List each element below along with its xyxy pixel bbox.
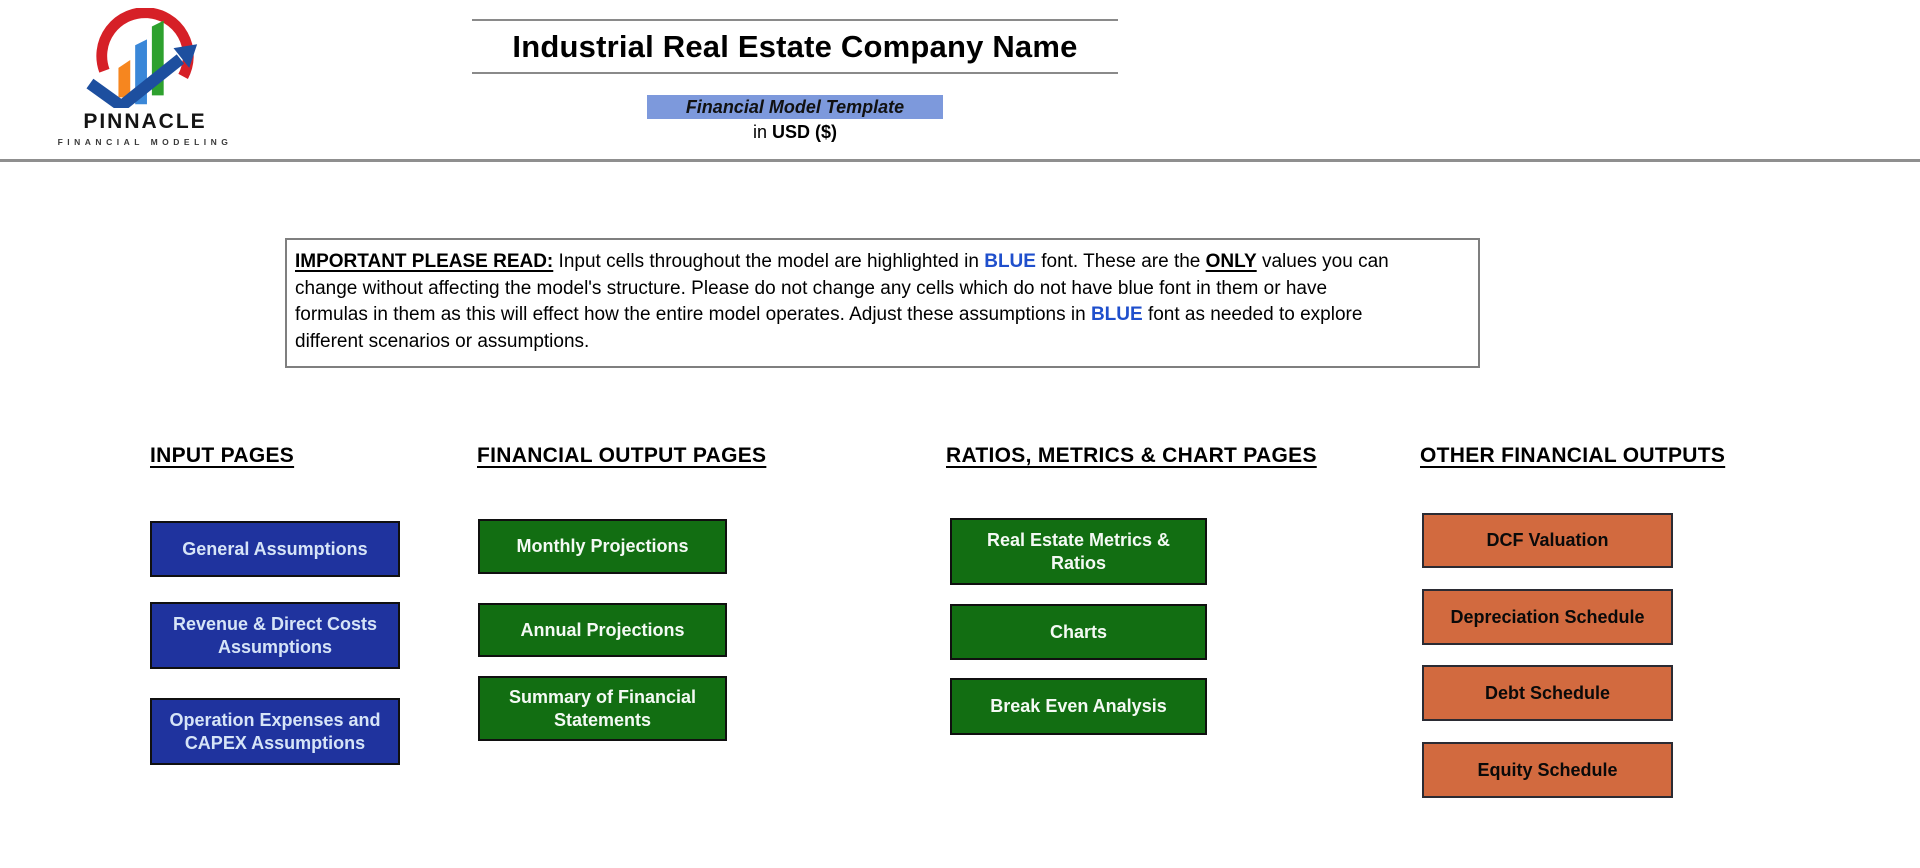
nav-button-dcf-valuation[interactable] bbox=[1422, 513, 1673, 568]
nav-button-label: Charts bbox=[1049, 621, 1107, 642]
nav-button-charts[interactable] bbox=[950, 604, 1207, 660]
nav-button-monthly-projections[interactable] bbox=[478, 519, 727, 574]
note-only-word: ONLY bbox=[1205, 251, 1257, 272]
nav-button-annual-projections[interactable] bbox=[478, 603, 727, 657]
logo-name: PINNACLE bbox=[83, 110, 207, 133]
nav-button-revenue-direct-costs-assumptions[interactable] bbox=[150, 602, 400, 669]
pinnacle-logo-icon bbox=[86, 8, 204, 108]
nav-button-opex-capex-assumptions[interactable] bbox=[150, 698, 400, 765]
section-heading-financial-output-pages: FINANCIAL OUTPUT PAGES bbox=[477, 444, 767, 467]
note-text-1: Input cells throughout the model are highlighted in bbox=[553, 251, 985, 272]
page-title: Industrial Real Estate Company Name bbox=[512, 28, 1078, 64]
note-text-3: values you can change without affecting the model's structure. Please do not change any cells which do not have blue font in them or have formulas in them as this will effect how the entire model operates. Adjust these assumptions in bbox=[295, 251, 1389, 325]
nav-button-label: Depreciation Schedule bbox=[1450, 606, 1645, 627]
nav-button-label: Break Even Analysis bbox=[990, 696, 1167, 717]
logo-tagline: FINANCIAL MODELING bbox=[57, 137, 233, 147]
nav-button-label: Operation Expenses and CAPEX Assumptions bbox=[169, 710, 381, 753]
note-blue-word-1: BLUE bbox=[984, 251, 1036, 272]
subtitle-highlight: Financial Model Template bbox=[647, 95, 943, 119]
nav-button-label: Summary of Financial Statements bbox=[508, 687, 697, 730]
important-note-box bbox=[285, 238, 1480, 368]
nav-button-label: Monthly Projections bbox=[516, 536, 689, 557]
header-divider bbox=[0, 159, 1920, 162]
note-blue-word-2: BLUE bbox=[1090, 304, 1143, 325]
nav-button-label: Debt Schedule bbox=[1484, 682, 1611, 703]
nav-button-break-even-analysis[interactable] bbox=[950, 678, 1207, 735]
section-heading-input-pages: INPUT PAGES bbox=[150, 444, 295, 467]
nav-button-debt-schedule[interactable] bbox=[1422, 665, 1673, 721]
nav-button-equity-schedule[interactable] bbox=[1422, 742, 1673, 798]
company-name-title-block bbox=[472, 19, 1118, 74]
nav-button-depreciation-schedule[interactable] bbox=[1422, 589, 1673, 645]
section-heading-ratios-metrics-chart-pages: RATIOS, METRICS & CHART PAGES bbox=[946, 444, 1317, 467]
currency-prefix: in bbox=[752, 122, 772, 142]
pinnacle-logo bbox=[54, 8, 236, 147]
logo-bar-orange bbox=[118, 60, 130, 97]
nav-button-label: DCF Valuation bbox=[1486, 530, 1609, 551]
note-important-label: IMPORTANT PLEASE READ: bbox=[295, 251, 554, 272]
nav-button-label: Equity Schedule bbox=[1477, 759, 1618, 780]
currency-value: USD ($) bbox=[772, 122, 838, 142]
nav-button-label: Annual Projections bbox=[520, 619, 685, 640]
nav-button-real-estate-metrics-ratios[interactable] bbox=[950, 518, 1207, 585]
nav-button-label: General Assumptions bbox=[182, 538, 368, 559]
note-text-2: font. These are the bbox=[1035, 251, 1206, 272]
nav-button-summary-financial-statements[interactable] bbox=[478, 676, 727, 741]
nav-button-label: Revenue & Direct Costs Assumptions bbox=[172, 614, 378, 657]
currency-line bbox=[647, 122, 943, 143]
nav-button-label: Real Estate Metrics & Ratios bbox=[986, 530, 1171, 573]
nav-button-general-assumptions[interactable] bbox=[150, 521, 400, 577]
note-text-4: font as needed to explore different scenarios or assumptions. bbox=[295, 304, 1363, 352]
section-heading-other-financial-outputs: OTHER FINANCIAL OUTPUTS bbox=[1420, 444, 1726, 467]
